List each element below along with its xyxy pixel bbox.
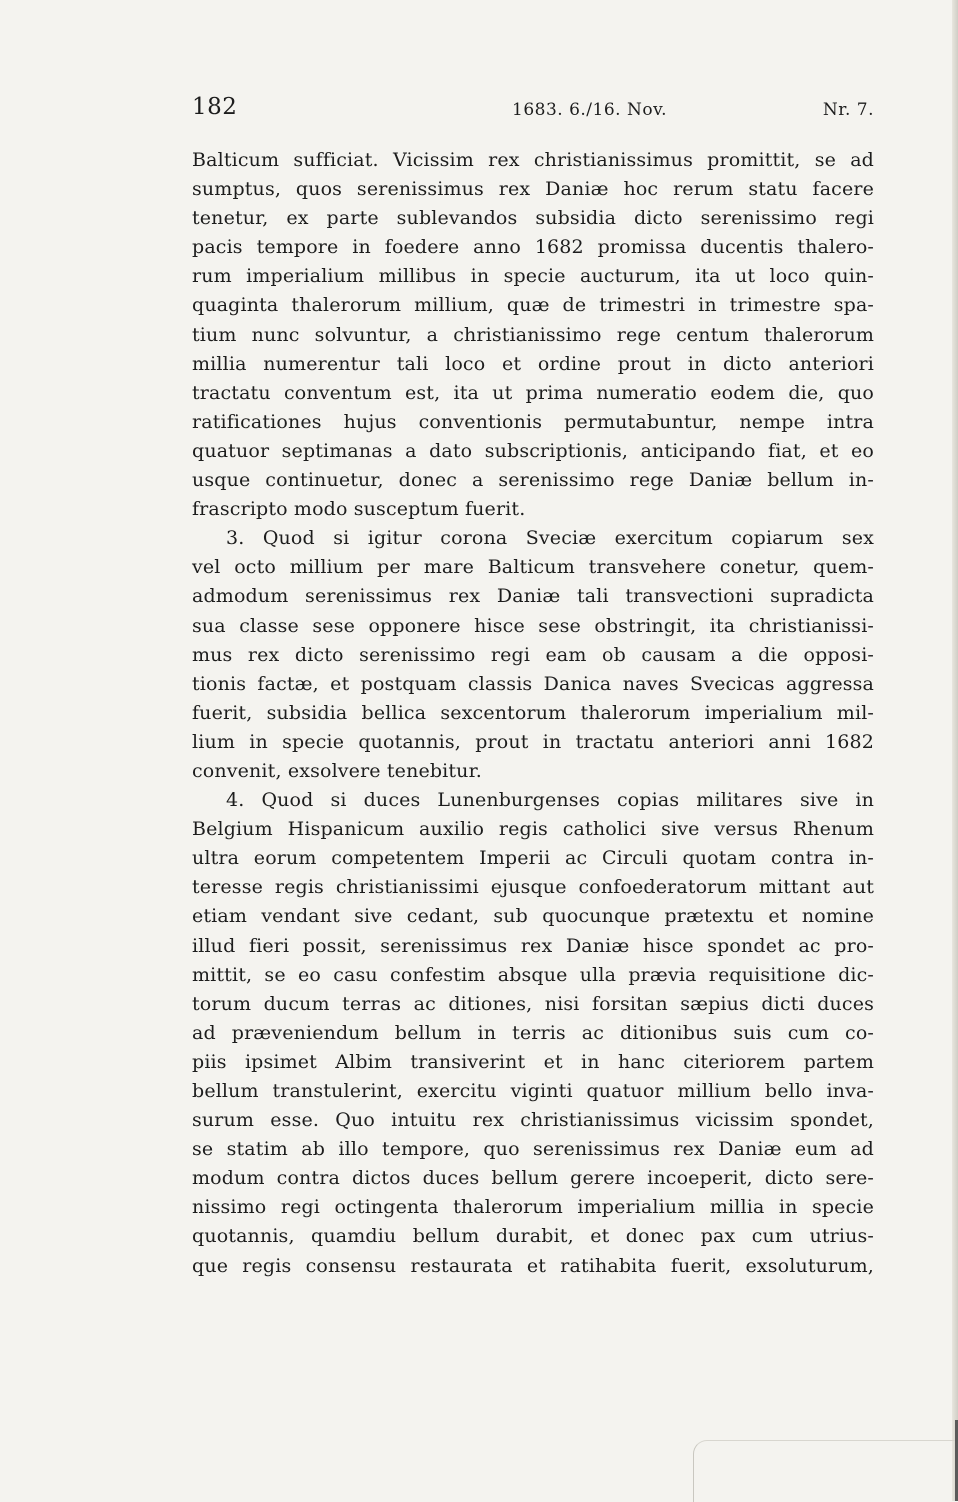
text-line: sua classe sese opponere hisce sese obstringit, ita christianissi- — [192, 614, 874, 637]
text-line: modum contra dictos duces bellum gerere incoeperit, dicto sere- — [192, 1167, 874, 1190]
scan-artifact — [693, 1440, 958, 1502]
text-line: Belgium Hispanicum auxilio regis catholici sive versus Rhenum — [192, 818, 874, 841]
scan-page-edge — [952, 0, 958, 1501]
text-line: bellum transtulerint, exercitu viginti quatuor millium bello inva- — [192, 1080, 874, 1102]
text-line: etiam vendant sive cedant, sub quocunque prætextu et nomine — [192, 905, 874, 928]
text-line: quaginta thalerorum millium, quæ de trimestri in trimestre spa- — [192, 294, 874, 317]
text-line: pacis tempore in foedere anno 1682 promissa ducentis thalero- — [192, 236, 874, 259]
text-line: illud fieri possit, serenissimus rex Daniæ hisce spondet ac pro- — [192, 934, 874, 957]
text-line: nissimo regi octingenta thalerorum imperialium millia in specie — [192, 1196, 874, 1219]
text-line: Balticum sufficiat. Vicissim rex christianissimus promittit, se ad — [192, 149, 874, 171]
text-line: frascripto modo susceptum fuerit. — [192, 498, 526, 521]
body-text — [192, 146, 874, 1281]
text-line: tionis factæ, et postquam classis Danica naves Svecicas aggressa — [192, 672, 874, 695]
text-line: convenit, exsolvere tenebitur. — [192, 759, 482, 782]
text-line: millia numerentur tali loco et ordine prout in dicto anteriori — [192, 352, 874, 375]
text-line: ratificationes hujus conventionis permutabuntur, nempe intra — [192, 410, 874, 433]
text-line: lium in specie quotannis, prout in tractatu anteriori anni 1682 — [192, 730, 874, 753]
text-line: se statim ab illo tempore, quo serenissimus rex Daniæ eum ad — [192, 1138, 874, 1161]
page-number: 182 — [192, 94, 238, 120]
text-line: tium nunc solvuntur, a christianissimo rege centum thalerorum — [192, 323, 874, 346]
text-line: ultra eorum competentem Imperii ac Circuli quotam contra in- — [192, 847, 874, 870]
header-date: 1683. 6./16. Nov. — [512, 100, 668, 120]
text-line: usque continuetur, donec a serenissimo rege Daniæ bellum in- — [192, 469, 874, 492]
text-line: mittit, se eo casu confestim absque ulla prævia requisitione dic- — [192, 963, 874, 986]
text-line: quatuor septimanas a dato subscriptionis, anticipando fiat, et eo — [192, 439, 874, 462]
text-line: quotannis, quamdiu bellum durabit, et donec pax cum utrius- — [192, 1225, 874, 1248]
text-line: que regis consensu restaurata et ratihabita fuerit, exsoluturum, — [192, 1254, 874, 1277]
text-line: mus rex dicto serenissimo regi eam ob causam a die opposi- — [192, 643, 874, 666]
paragraph-3-start: 3. Quod si igitur corona Sveciæ exercitum copiarum sex — [226, 527, 874, 550]
text-line: surum esse. Quo intuitu rex christianissimus vicissim spondet, — [192, 1109, 874, 1132]
text-line: admodum serenissimus rex Daniæ tali transvectioni supradicta — [192, 585, 874, 608]
text-line: sumptus, quos serenissimus rex Daniæ hoc rerum statu facere — [192, 178, 874, 201]
text-line: tractatu conventum est, ita ut prima numeratio eodem die, quo — [192, 381, 874, 404]
paragraph-4-start: 4. Quod si duces Lunenburgenses copias militares sive in — [226, 789, 874, 812]
text-line: vel octo millium per mare Balticum transvehere conetur, quem- — [192, 556, 874, 579]
text-line: tenetur, ex parte sublevandos subsidia dicto serenissimo regi — [192, 207, 874, 230]
text-line: ad præveniendum bellum in terris ac ditionibus suis cum co- — [192, 1021, 874, 1044]
text-line: fuerit, subsidia bellica sexcentorum thalerorum imperialium mil- — [192, 701, 874, 724]
text-line: piis ipsimet Albim transiverint et in hanc citeriorem partem — [192, 1050, 874, 1073]
text-line: torum ducum terras ac ditiones, nisi forsitan sæpius dicti duces — [192, 992, 874, 1015]
text-line: teresse regis christianissimi ejusque confoederatorum mittant aut — [192, 876, 874, 899]
document-number: Nr. 7. — [822, 100, 874, 120]
text-line: rum imperialium millibus in specie aucturum, ita ut loco quin- — [192, 265, 874, 288]
page-header — [192, 94, 874, 134]
